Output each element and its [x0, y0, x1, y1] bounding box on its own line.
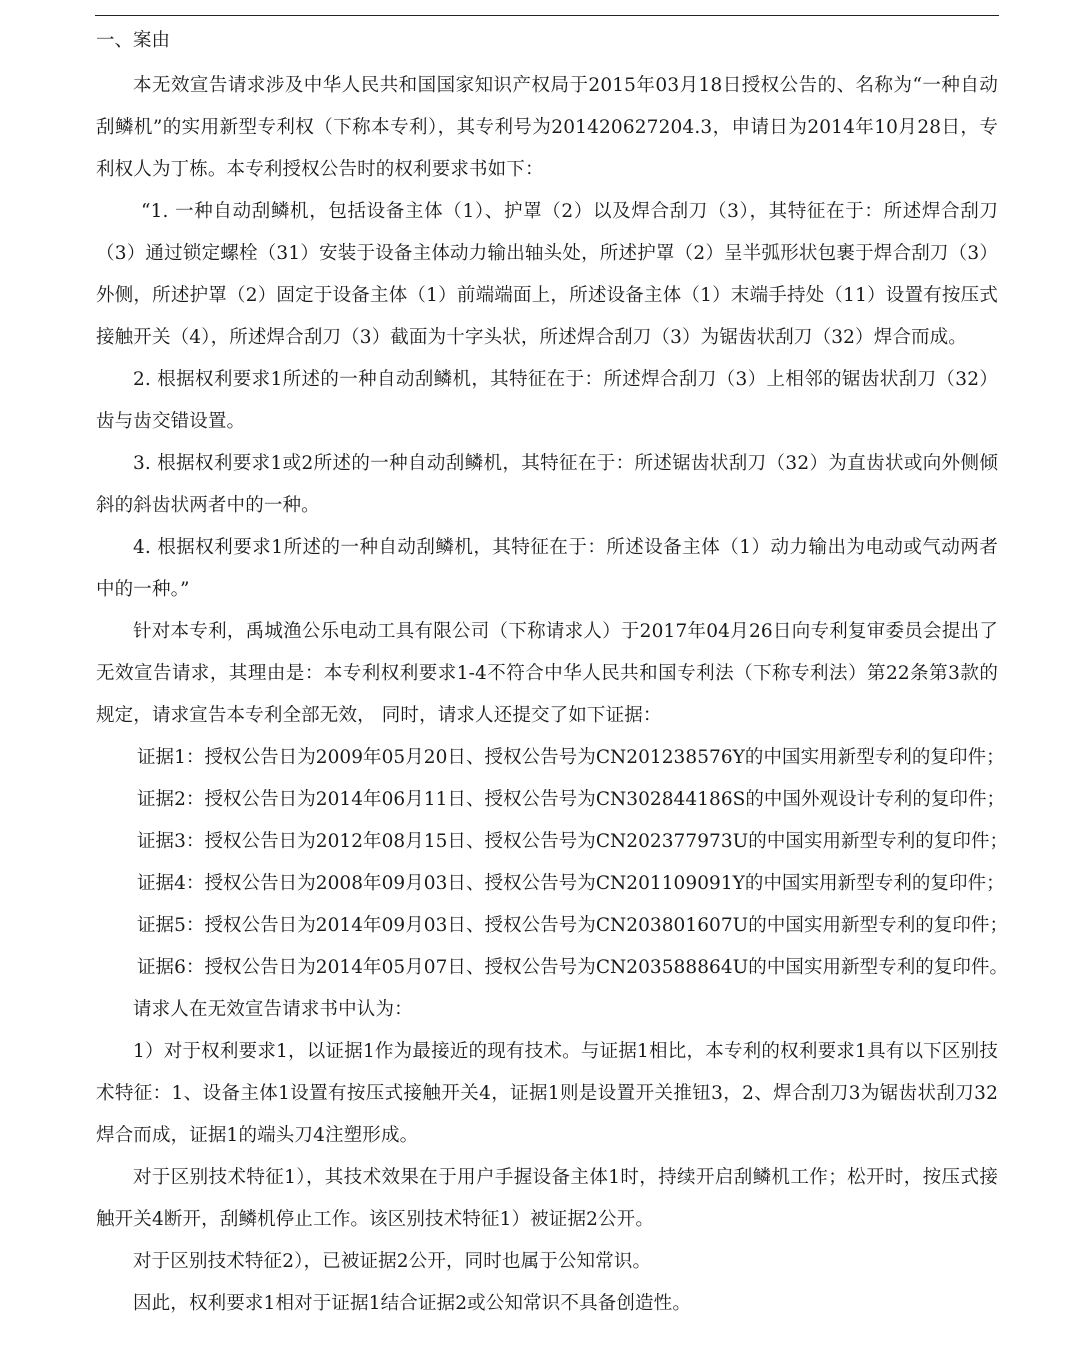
request-paragraph: 针对本专利，禹城渔公乐电动工具有限公司（下称请求人）于2017年04月26日向专利复审委员会提出了无效宣告请求，其理由是：本专利权利要求1-4不符合中华人民共和国专利法（下称专利法）第22条第3款的规定，请求宣告本专利全部无效， 同时，请求人还提交了如下证据：: [96, 621, 998, 726]
opinion-intro-paragraph: 请求人在无效宣告请求书中认为：: [133, 999, 413, 1020]
opinion-1-paragraph: 1）对于权利要求1，以证据1作为最接近的现有技术。与证据1相比，本专利的权利要求1具有以下区别技术特征：1、设备主体1设置有按压式接触开关4，证据1则是设置开关推钮3，2、焊合刮刀3为锯齿状刮刀32焊合而成，证据1的端头刀4注塑形成。: [96, 1041, 998, 1146]
evidence-item: 证据1：授权公告日为2009年05月20日、授权公告号为CN201238576Y的中国实用新型专利的复印件；: [137, 747, 1005, 768]
evidence-item: 证据3：授权公告日为2012年08月15日、授权公告号为CN202377973U的中国实用新型专利的复印件；: [137, 831, 1009, 852]
feature-2-paragraph: 对于区别技术特征2），已被证据2公开，同时也属于公知常识。: [133, 1251, 652, 1272]
claim-1-paragraph: “1. 一种自动刮鳞机，包括设备主体（1）、护罩（2）以及焊合刮刀（3），其特征在于：所述焊合刮刀（3）通过锁定螺栓（31）安装于设备主体动力输出轴头处，所述护罩（2）呈半弧形状包裹于焊合刮刀（3）外侧，所述护罩（2）固定于设备主体（1）前端端面上，所述设备主体（1）末端手持处（11）设置有按压式接触开关（4），所述焊合刮刀（3）截面为十字头状，所述焊合刮刀（3）为锯齿状刮刀（32）焊合而成。: [96, 201, 998, 348]
evidence-item: 证据5：授权公告日为2014年09月03日、授权公告号为CN203801607U的中国实用新型专利的复印件；: [137, 915, 1009, 936]
claim-4-paragraph: 4. 根据权利要求1所述的一种自动刮鳞机，其特征在于：所述设备主体（1）动力输出为电动或气动两者中的一种。”: [96, 537, 998, 600]
evidence-item: 证据2：授权公告日为2014年06月11日、授权公告号为CN302844186S的中国外观设计专利的复印件；: [137, 789, 1006, 810]
feature-1-paragraph: 对于区别技术特征1），其技术效果在于用户手握设备主体1时，持续开启刮鳞机工作；松开时，按压式接触开关4断开，刮鳞机停止工作。该区别技术特征1）被证据2公开。: [96, 1167, 998, 1230]
evidence-item: 证据4：授权公告日为2008年09月03日、授权公告号为CN201109091Y的中国实用新型专利的复印件；: [137, 873, 1005, 894]
claim-2-paragraph: 2. 根据权利要求1所述的一种自动刮鳞机，其特征在于：所述焊合刮刀（3）上相邻的锯齿状刮刀（32）齿与齿交错设置。: [96, 369, 998, 432]
claim-3-paragraph: 3. 根据权利要求1或2所述的一种自动刮鳞机，其特征在于：所述锯齿状刮刀（32）为直齿状或向外侧倾斜的斜齿状两者中的一种。: [96, 453, 998, 516]
intro-paragraph: 本无效宣告请求涉及中华人民共和国国家知识产权局于2015年03月18日授权公告的、名称为“一种自动刮鳞机”的实用新型专利权（下称本专利），其专利号为201420627204.3，申请日为2014年10月28日，专利权人为丁栋。本专利授权公告时的权利要求书如下：: [96, 75, 998, 180]
section-heading: 一、案由: [96, 30, 171, 51]
document-page: [96, 24, 1009, 1325]
evidence-item: 证据6：授权公告日为2014年05月07日、授权公告号为CN203588864U的中国实用新型专利的复印件。: [137, 957, 1009, 978]
top-rule: [95, 15, 999, 16]
conclusion-paragraph: 因此，权利要求1相对于证据1结合证据2或公知常识不具备创造性。: [133, 1293, 691, 1314]
